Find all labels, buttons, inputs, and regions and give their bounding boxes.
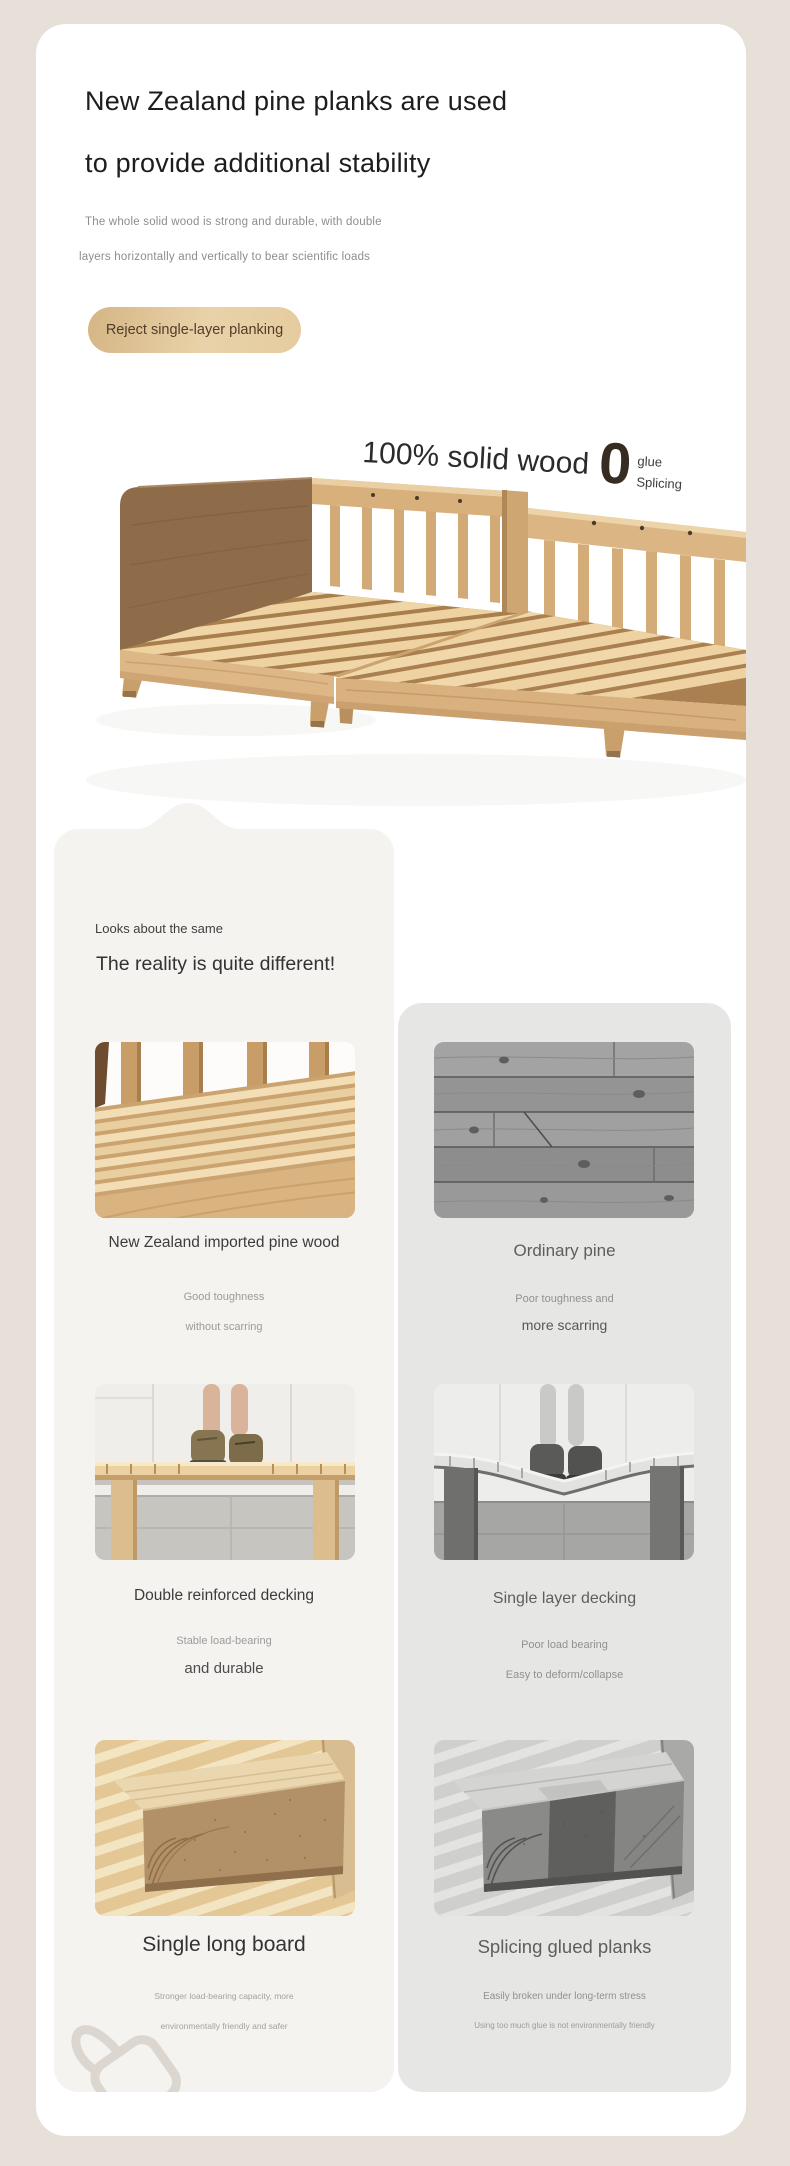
- splicing-label: Splicing: [636, 474, 683, 493]
- left-row3-title: Single long board: [142, 1933, 306, 1956]
- left-row1-line1: Good toughness: [183, 1291, 265, 1303]
- thumbs-up-icon: [54, 1975, 214, 2092]
- panel-pointer-tab: [136, 801, 240, 829]
- right-row3-line1: Easily broken under long-term stress: [483, 1991, 646, 2002]
- comparison-intro-big: The reality is quite different!: [96, 953, 336, 975]
- comparison-right-panel: [398, 1003, 731, 2092]
- right-row3-title: Splicing glued planks: [477, 1936, 652, 1957]
- photo-new-zealand-pine: [95, 1042, 355, 1218]
- hero-title-line2: to provide additional stability: [85, 148, 431, 178]
- zero-glyph: 0: [597, 430, 634, 498]
- right-row3-line2: Using too much glue is not environmentally friendly: [474, 2021, 655, 2030]
- comparison-left-panel: [54, 829, 394, 2092]
- left-row3-line1: Stronger load-bearing capacity, more: [154, 1991, 294, 2001]
- left-row1-title: New Zealand imported pine wood: [108, 1234, 340, 1251]
- photo-ordinary-pine: [434, 1042, 694, 1218]
- bed-photo-area: [36, 360, 746, 840]
- right-row1-line2: more scarring: [521, 1317, 608, 1333]
- right-row1-line1: Poor toughness and: [515, 1293, 614, 1305]
- left-row1-line2: without scarring: [185, 1321, 263, 1333]
- right-row2-line2: Easy to deform/collapse: [505, 1669, 624, 1681]
- main-content-card: [36, 24, 746, 2136]
- reject-single-layer-button[interactable]: Reject single-layer planking: [88, 307, 301, 353]
- glue-label: glue: [637, 453, 663, 470]
- photo-splicing-glued-planks: [434, 1740, 694, 1916]
- glue-splicing-stack: [636, 438, 684, 495]
- right-row2-line1: Poor load bearing: [521, 1639, 608, 1651]
- solid-wood-claim: 100% solid wood: [361, 435, 590, 481]
- comparison-intro-small: Looks about the same: [95, 921, 223, 936]
- right-row2-title: Single layer decking: [492, 1590, 637, 1607]
- left-row2-title: Double reinforced decking: [133, 1587, 315, 1604]
- left-row3-line2: environmentally friendly and safer: [160, 2021, 288, 2031]
- left-row2-line1: Stable load-bearing: [176, 1635, 272, 1647]
- photo-single-layer-decking: [434, 1384, 694, 1560]
- photo-double-reinforced-decking: [95, 1384, 355, 1560]
- hero-subtitle-line1: The whole solid wood is strong and durable, with double: [85, 216, 382, 228]
- hero-subtitle-line2: layers horizontally and vertically to bear scientific loads: [79, 251, 371, 263]
- photo-single-long-board: [95, 1740, 355, 1916]
- right-row1-title: Ordinary pine: [513, 1241, 616, 1260]
- hero-title-line1: New Zealand pine planks are used: [85, 86, 508, 116]
- left-row2-line2: and durable: [184, 1660, 264, 1677]
